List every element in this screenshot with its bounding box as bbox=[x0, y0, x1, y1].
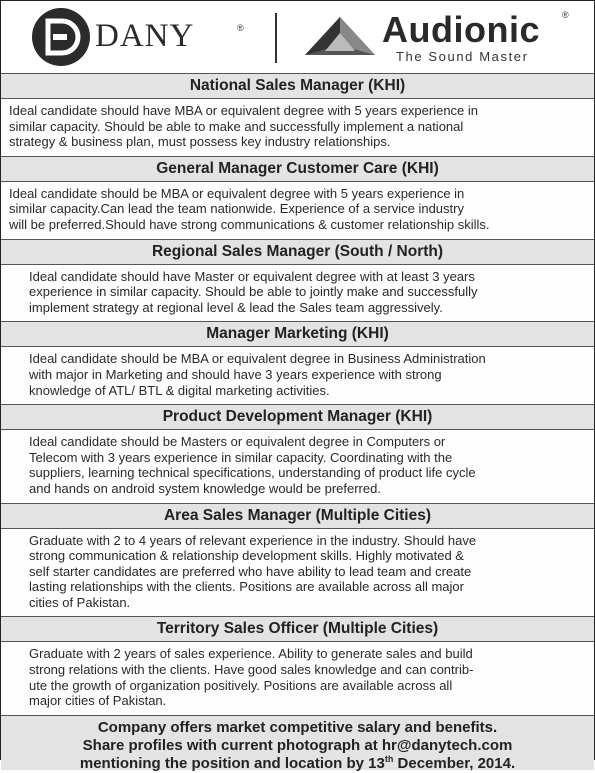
description-line: Ideal candidate should be MBA or equivalent degree in Business Administration bbox=[29, 351, 486, 367]
job-title: Regional Sales Manager (South / North) bbox=[1, 239, 594, 265]
description-line: strong communication & relationship development skills. Highly motivated & bbox=[29, 548, 464, 564]
audionic-registered-mark: ® bbox=[562, 10, 569, 20]
dany-logo-icon bbox=[31, 7, 91, 67]
description-line: cities of Pakistan. bbox=[29, 594, 131, 610]
description-line: self starter candidates are preferred who have ability to lead team and create bbox=[29, 563, 472, 579]
footer-ordinal-suffix: th bbox=[384, 753, 394, 764]
description-line: will be preferred.Should have strong communications & customer relationship skills. bbox=[9, 216, 490, 232]
job-section bbox=[1, 616, 594, 714]
job-section bbox=[1, 239, 594, 322]
job-title: Area Sales Manager (Multiple Cities) bbox=[1, 503, 594, 529]
job-title: Territory Sales Officer (Multiple Cities) bbox=[1, 616, 594, 642]
job-description bbox=[1, 182, 594, 239]
description-line: suppliers, learning technical specifications, understanding of product life cycle bbox=[29, 465, 476, 481]
description-line: Graduate with 2 to 4 years of relevant experience in the industry. Should have bbox=[29, 532, 477, 548]
job-section bbox=[1, 156, 594, 239]
audionic-logo-icon bbox=[303, 15, 377, 57]
footer-deadline-date: December, 2014. bbox=[393, 754, 516, 772]
description-line: Graduate with 2 years of sales experience. Ability to generate sales and build bbox=[29, 646, 473, 662]
description-line: lasting relationships with the clients. Positions are available across all major bbox=[29, 579, 464, 595]
description-line: and hands on android system knowledge would be preferred. bbox=[29, 480, 381, 496]
job-section bbox=[1, 404, 594, 502]
description-line: strategy & business plan, must possess key industry relationships. bbox=[9, 134, 391, 150]
footer-deadline-text: mentioning the position and location by 13 bbox=[79, 754, 385, 772]
job-title: Product Development Manager (KHI) bbox=[1, 404, 594, 430]
job-section bbox=[1, 321, 594, 404]
job-section bbox=[1, 503, 594, 617]
description-line: similar capacity. Should be able to make and successfully implement a national bbox=[9, 118, 464, 134]
description-line: Ideal candidate should have MBA or equivalent degree with 5 years experience in bbox=[9, 103, 479, 118]
job-section bbox=[1, 73, 594, 156]
footer-line bbox=[1, 755, 594, 773]
description-line: implement strategy at regional level & lead the Sales team aggressively. bbox=[29, 299, 443, 315]
audionic-brand-name: Audionic bbox=[382, 9, 540, 50]
job-description bbox=[1, 430, 594, 502]
job-title: Manager Marketing (KHI) bbox=[1, 321, 594, 347]
description-line: strong relations with the clients. Have good sales knowledge and can contrib- bbox=[29, 662, 474, 678]
description-line: Telecom with 3 years experience in similar capacity. Coordinating with the bbox=[29, 449, 453, 465]
description-line: Ideal candidate should be MBA or equivalent degree with 5 years experience in bbox=[9, 185, 465, 201]
job-description bbox=[1, 642, 594, 714]
dany-brand-name: DANY bbox=[95, 18, 195, 54]
description-line: Ideal candidate should be Masters or equivalent degree in Computers or bbox=[29, 434, 446, 450]
footer bbox=[1, 715, 594, 770]
job-description bbox=[1, 99, 594, 156]
job-description bbox=[1, 265, 594, 322]
audionic-tagline: The Sound Master bbox=[396, 49, 529, 64]
footer-line: Share profiles with current photograph at hr@danytech.com bbox=[82, 736, 513, 754]
job-description bbox=[1, 347, 594, 404]
job-title: General Manager Customer Care (KHI) bbox=[1, 156, 594, 182]
dany-registered-mark: ® bbox=[237, 23, 244, 33]
description-line: major cities of Pakistan. bbox=[29, 693, 167, 709]
description-line: ute the growth of organization positively. Positions are available across all bbox=[29, 677, 453, 693]
job-title: National Sales Manager (KHI) bbox=[1, 73, 594, 99]
description-line: with major in Marketing and should have 3 years experience with strong bbox=[29, 366, 442, 382]
header bbox=[1, 1, 594, 73]
description-line: Ideal candidate should have Master or equivalent degree with at least 3 years bbox=[29, 268, 475, 284]
description-line: similar capacity.Can lead the team nationwide. Experience of a service industry bbox=[9, 201, 464, 217]
footer-line: Company offers market competitive salary and benefits. bbox=[97, 718, 498, 736]
logo-divider bbox=[275, 13, 277, 63]
job-description bbox=[1, 529, 594, 617]
description-line: experience in similar capacity. Should be able to jointly make and successfully bbox=[29, 284, 478, 300]
description-line: knowledge of ATL/ BTL & digital marketing activities. bbox=[29, 382, 330, 398]
